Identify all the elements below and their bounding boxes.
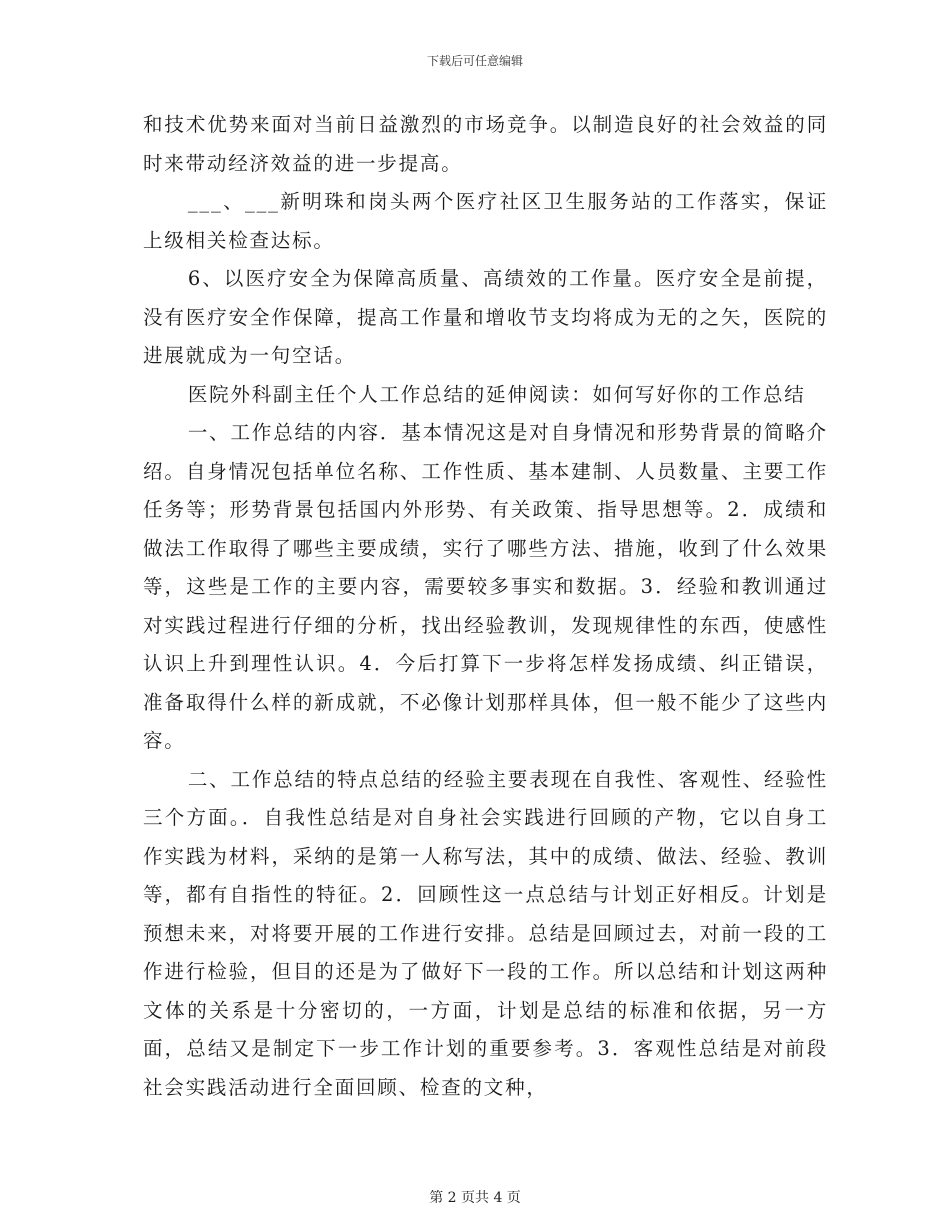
page-header: 下载后可任意编辑 [426,54,523,68]
paragraph-2: ___、___新明珠和岗头两个医疗社区卫生服务站的工作落实，保证上级相关检查达标。 [143,190,828,252]
paragraph-4: 医院外科副主任个人工作总结的延伸阅读：如何写好你的工作总结 [187,382,806,406]
paragraph-3: 6、以医疗安全为保障高质量、高绩效的工作量。医疗安全是前提，没有医疗安全作保障，提高工作量和增收节支均将成为无的之矢，医院的进展就成为一句空话。 [143,267,828,367]
document-body [143,106,828,1107]
page-footer: 第 2 页共 4 页 [429,1190,521,1206]
paragraph-1: 和技术优势来面对当前日益激烈的市场竞争。以制造良好的社会效益的同时来带动经济效益的进一步提高。 [143,113,828,175]
paragraph-5: 一、工作总结的内容．基本情况这是对自身情况和形势背景的简略介绍。自身情况包括单位名称、工作性质、基本建制、人员数量、主要工作任务等；形势背景包括国内外形势、有关政策、指导思想等。2．成绩和做法工作取得了哪些主要成绩，实行了哪些方法、措施，收到了什么效果等，这些是工作的主要内容，需要较多事实和数据。3．经验和教训通过对实践过程进行仔细的分析，找出经验教训，发现规律性的东西，使感性认识上升到理性认识。4．今后打算下一步将怎样发扬成绩、纠正错误，准备取得什么样的新成就，不必像计划那样具体，但一般不能少了这些内容。 [143,421,828,752]
paragraph-6: 二、工作总结的特点总结的经验主要表现在自我性、客观性、经验性三个方面。．自我性总结是对自身社会实践进行回顾的产物，它以自身工作实践为材料，采纳的是第一人称写法，其中的成绩、做法、经验、教训等，都有自指性的特征。2．回顾性这一点总结与计划正好相反。计划是预想未来，对将要开展的工作进行安排。总结是回顾过去，对前一段的工作进行检验，但目的还是为了做好下一段的工作。所以总结和计划这两种文体的关系是十分密切的，一方面，计划是总结的标准和依据，另一方面，总结又是制定下一步工作计划的重要参考。3．客观性总结是对前段社会实践活动进行全面回顾、检查的文种， [143,767,828,1099]
